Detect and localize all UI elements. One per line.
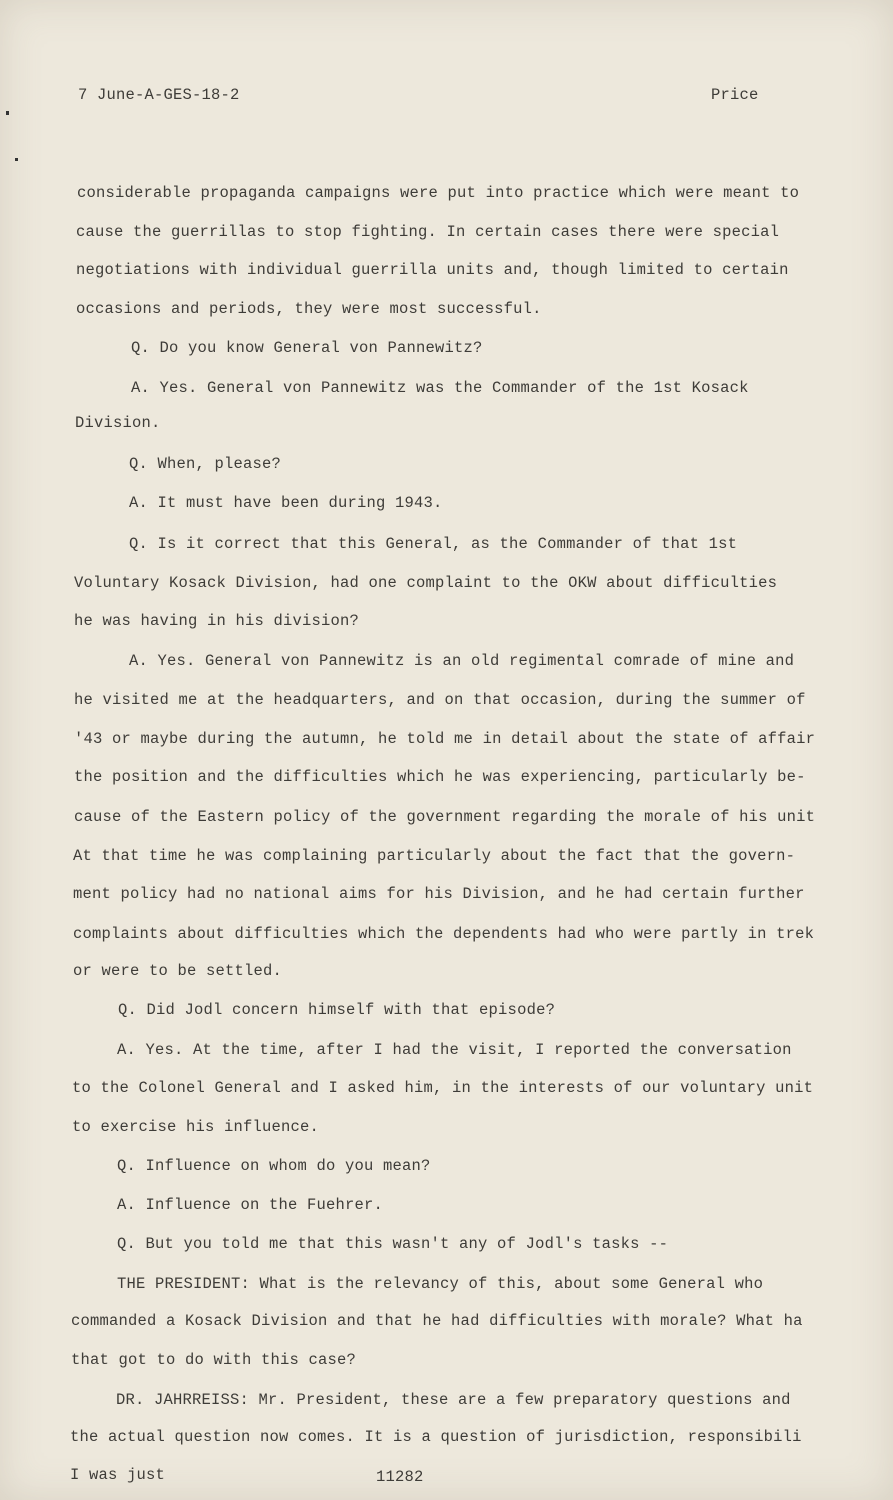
text-line: that got to do with this case? bbox=[71, 1351, 357, 1369]
text-line: he was having in his division? bbox=[74, 612, 360, 630]
text-line: he visited me at the headquarters, and on that occasion, during the summer of bbox=[74, 691, 806, 709]
document-reference: 7 June-A-GES-18-2 bbox=[78, 86, 240, 104]
text-line: negotiations with individual guerrilla units and, though limited to certain bbox=[76, 261, 789, 279]
text-line: commanded a Kosack Division and that he had difficulties with morale? What ha bbox=[71, 1312, 803, 1330]
text-line: ment policy had no national aims for his Division, and he had certain further bbox=[73, 885, 805, 903]
question-line: Q. When, please? bbox=[129, 455, 282, 473]
text-line: to exercise his influence. bbox=[72, 1118, 320, 1136]
text-line: '43 or maybe during the autumn, he told me in detail about the state of affair bbox=[74, 730, 816, 748]
text-line: considerable propaganda campaigns were put into practice which were meant to bbox=[77, 184, 800, 202]
question-line: Q. Did Jodl concern himself with that episode? bbox=[118, 1001, 556, 1019]
answer-line: A. Yes. At the time, after I had the visit, I reported the conversation bbox=[117, 1041, 792, 1059]
text-line: cause the guerrillas to stop fighting. In certain cases there were special bbox=[76, 223, 780, 241]
question-line: Q. Influence on whom do you mean? bbox=[117, 1157, 431, 1175]
answer-line: A. Influence on the Fuehrer. bbox=[117, 1196, 384, 1214]
speaker-line: THE PRESIDENT: What is the relevancy of this, about some General who bbox=[117, 1275, 764, 1293]
text-line: Voluntary Kosack Division, had one complaint to the OKW about difficulties bbox=[74, 574, 778, 592]
question-line: Q. Is it correct that this General, as the Commander of that 1st bbox=[129, 535, 738, 553]
text-line: the position and the difficulties which he was experiencing, particularly be- bbox=[74, 768, 806, 786]
question-line: Q. But you told me that this wasn't any of Jodl's tasks -- bbox=[117, 1235, 669, 1253]
answer-line: A. It must have been during 1943. bbox=[129, 494, 443, 512]
text-line: complaints about difficulties which the dependents had who were partly in trek bbox=[73, 925, 815, 943]
answer-line: A. Yes. General von Pannewitz is an old regimental comrade of mine and bbox=[129, 652, 795, 670]
text-line: At that time he was complaining particularly about the fact that the govern- bbox=[73, 847, 796, 865]
margin-mark bbox=[15, 158, 18, 161]
text-line: cause of the Eastern policy of the government regarding the morale of his unit bbox=[74, 808, 816, 826]
margin-mark bbox=[6, 111, 9, 115]
text-line: Division. bbox=[75, 414, 161, 432]
text-line: to the Colonel General and I asked him, in the interests of our voluntary unit bbox=[72, 1079, 814, 1097]
page-number: 11282 bbox=[376, 1468, 424, 1486]
speaker-line: DR. JAHRREISS: Mr. President, these are a few preparatory questions and bbox=[116, 1391, 791, 1409]
text-line: the actual question now comes. It is a question of jurisdiction, responsibili bbox=[70, 1428, 802, 1446]
text-line: or were to be settled. bbox=[73, 962, 283, 980]
text-line: I was just bbox=[70, 1466, 166, 1484]
question-line: Q. Do you know General von Pannewitz? bbox=[131, 339, 483, 357]
answer-line: A. Yes. General von Pannewitz was the Commander of the 1st Kosack bbox=[131, 379, 749, 397]
reporter-name: Price bbox=[711, 86, 759, 104]
text-line: occasions and periods, they were most successful. bbox=[76, 300, 542, 318]
